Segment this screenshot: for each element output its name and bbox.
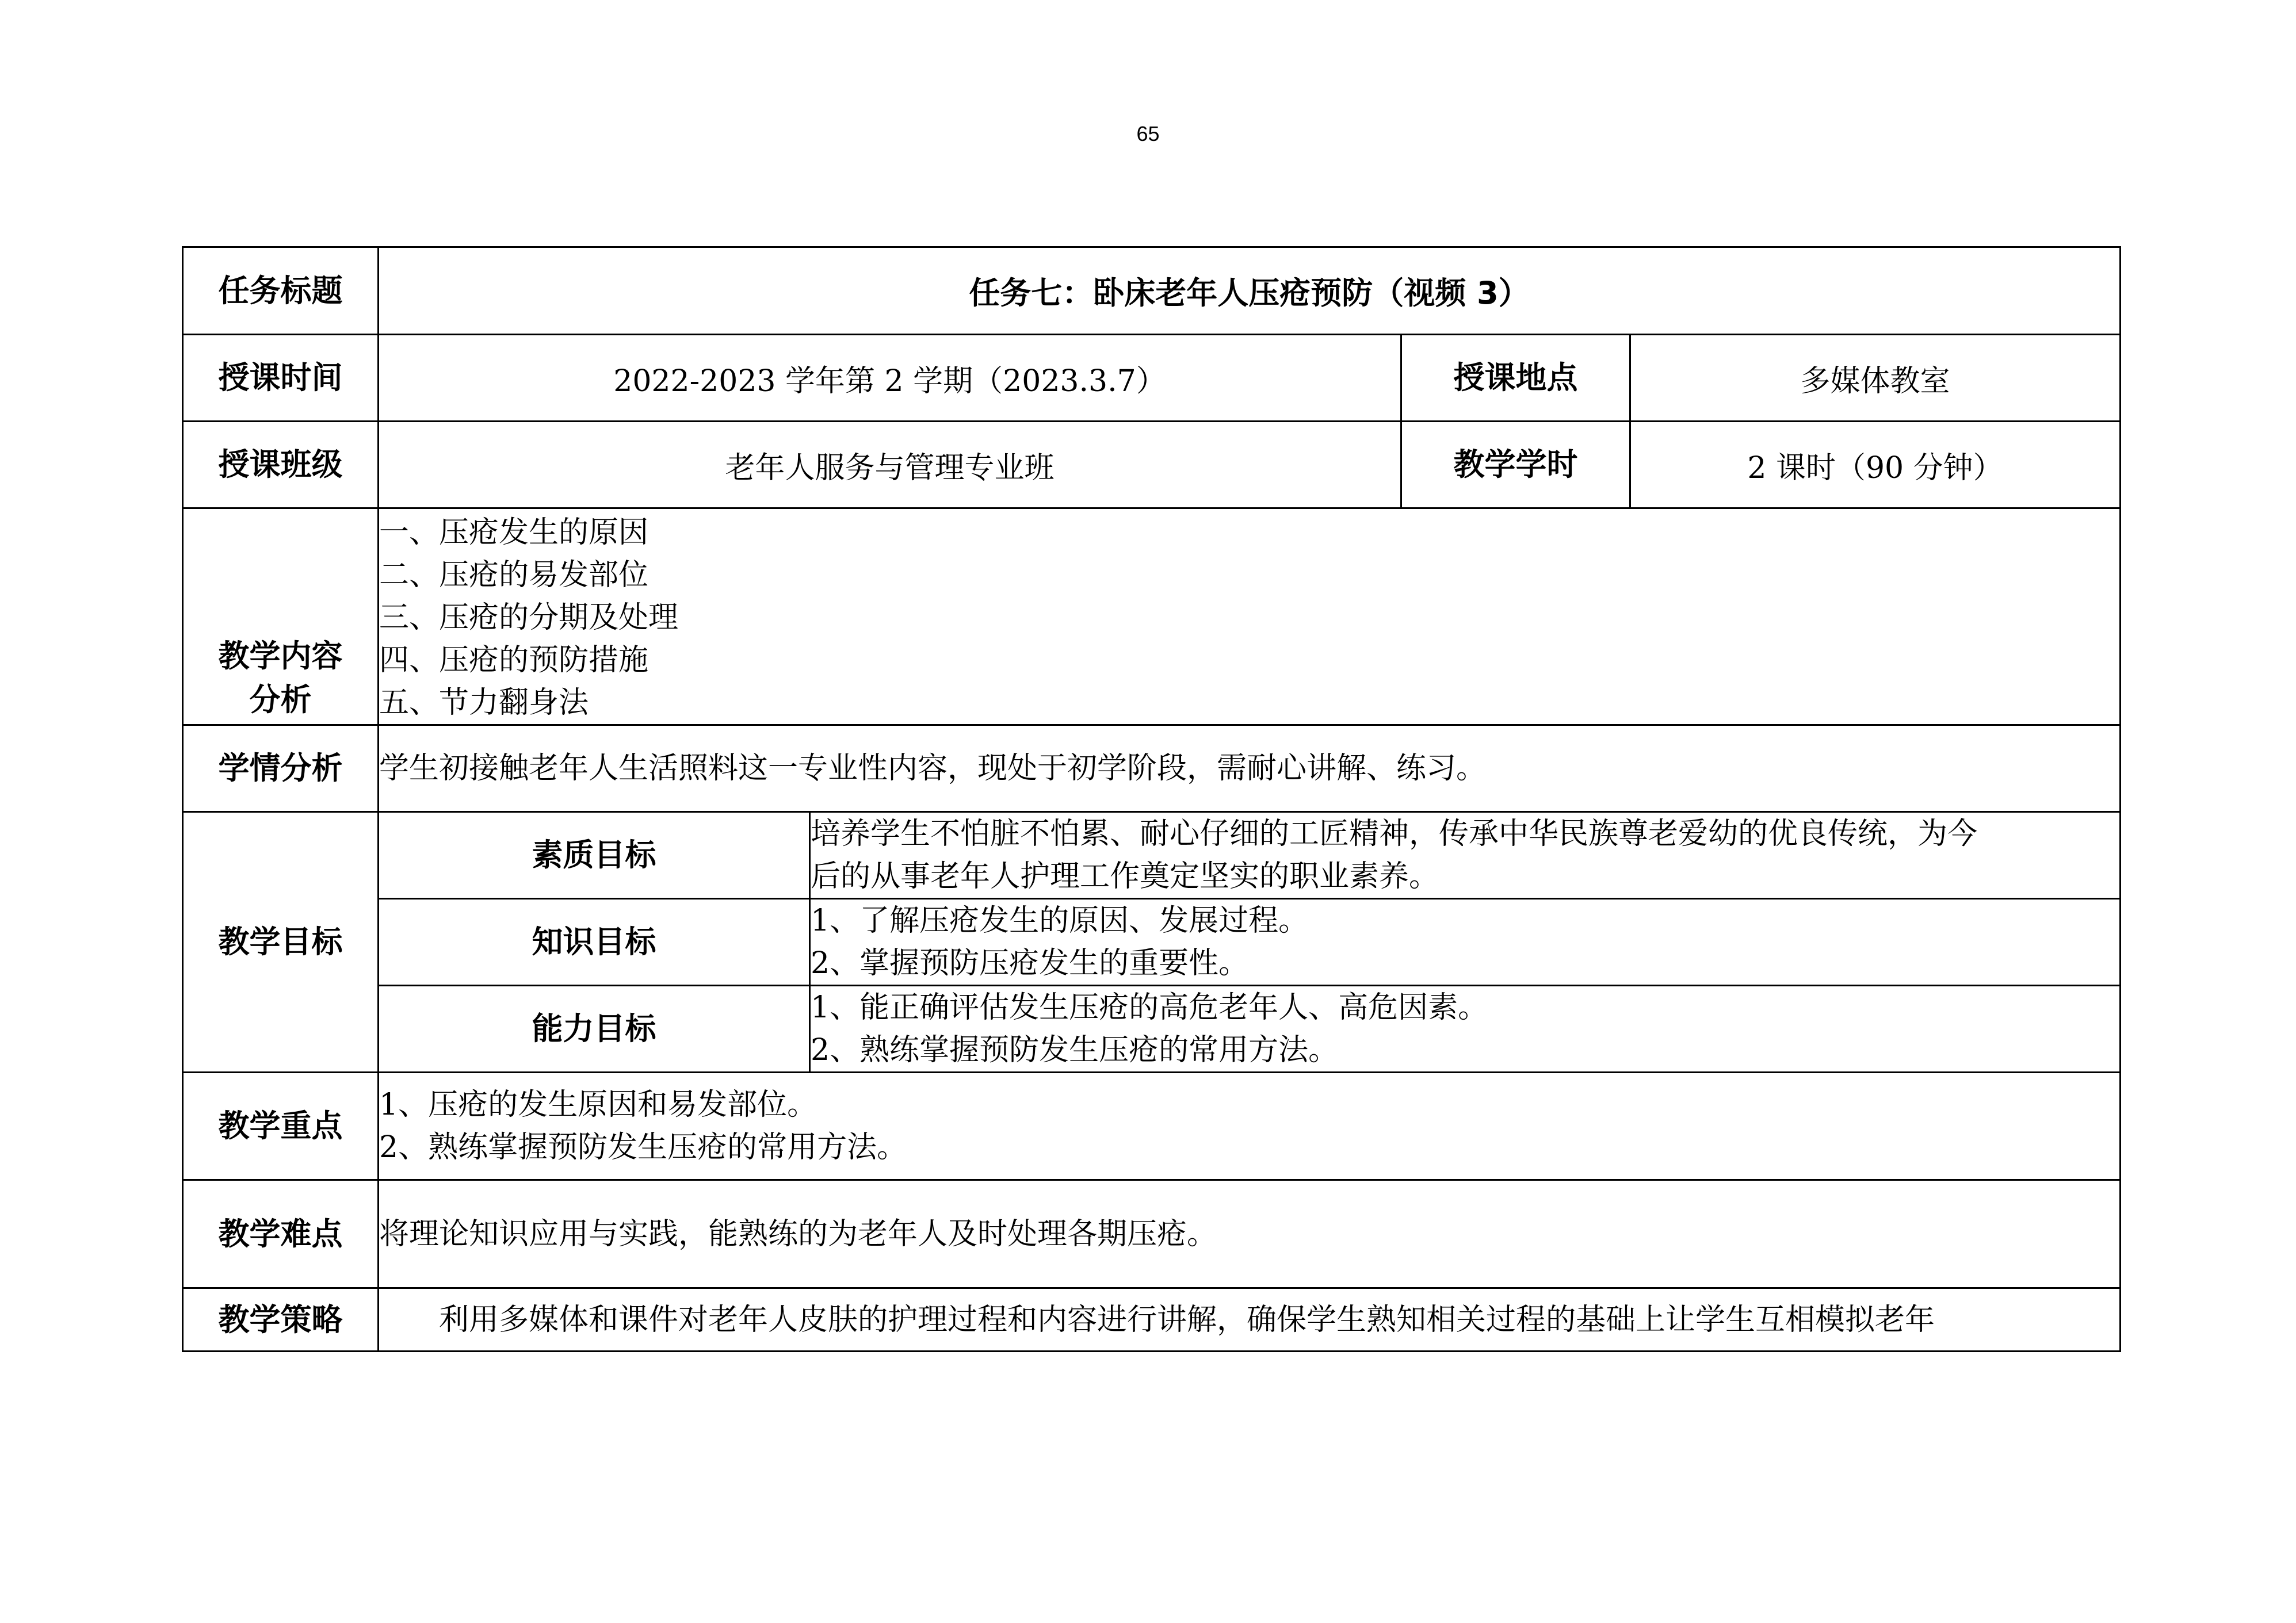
key-points-row [183,1073,2121,1180]
content-item: 二、压疮的易发部位 [379,558,649,592]
key-point-line: 1、压疮的发生原因和易发部位。 [379,1088,817,1122]
key-points-label: 教学重点 [183,1073,379,1180]
goal-quality-row [183,812,2121,899]
teaching-time-value: 2022-2023 学年第 2 学期（2023.3.7） [379,335,1401,422]
task-title-row [183,247,2121,335]
content-analysis-label-line2: 分析 [249,682,312,718]
difficulties-label: 教学难点 [183,1180,379,1288]
content-analysis-list [379,508,2121,725]
knowledge-goal-line: 1、了解压疮发生的原因、发展过程。 [811,904,1309,938]
knowledge-goal-line: 2、掌握预防压疮发生的重要性。 [811,946,1249,981]
lesson-plan-table [182,246,2121,1352]
task-title-label: 任务标题 [183,247,379,335]
difficulties-row [183,1180,2121,1288]
ability-goal-line: 2、熟练掌握预防发生压疮的常用方法。 [811,1033,1339,1067]
learner-analysis-label: 学情分析 [183,725,379,812]
hours-label: 教学学时 [1401,422,1630,508]
content-analysis-label-line1: 教学内容 [218,638,343,674]
page-number: 65 [1136,122,1160,146]
teaching-place-label: 授课地点 [1401,335,1630,422]
class-value: 老年人服务与管理专业班 [379,422,1401,508]
strategy-label: 教学策略 [183,1288,379,1352]
strategy-row [183,1288,2121,1352]
quality-goal-line: 培养学生不怕脏不怕累、耐心仔细的工匠精神，传承中华民族尊老爱幼的优良传统，为今 [811,817,1978,851]
quality-goal-label: 素质目标 [379,812,810,899]
teaching-goals-label: 教学目标 [183,812,379,1073]
task-title-value: 任务七：卧床老年人压疮预防（视频 3） [379,247,2121,335]
content-analysis-row [183,508,2121,725]
class-label: 授课班级 [183,422,379,508]
strategy-value: 利用多媒体和课件对老年人皮肤的护理过程和内容进行讲解，确保学生熟知相关过程的基础上让学生互相模拟老年 [379,1288,2121,1352]
key-points-text [379,1073,2121,1180]
content-item: 三、压疮的分期及处理 [379,600,679,635]
knowledge-goal-label: 知识目标 [379,899,810,986]
content-item: 一、压疮发生的原因 [379,515,649,550]
class-hours-row [183,422,2121,508]
quality-goal-line: 后的从事老年人护理工作奠定坚实的职业素养。 [811,859,1439,894]
hours-value: 2 课时（90 分钟） [1630,422,2121,508]
key-point-line: 2、熟练掌握预防发生压疮的常用方法。 [379,1130,907,1165]
learner-analysis-value: 学生初接触老年人生活照料这一专业性内容，现处于初学阶段，需耐心讲解、练习。 [379,725,2121,812]
teaching-place-value: 多媒体教室 [1630,335,2121,422]
time-place-row [183,335,2121,422]
ability-goal-line: 1、能正确评估发生压疮的高危老年人、高危因素。 [811,990,1488,1025]
knowledge-goal-text [810,899,2121,986]
content-item: 五、节力翻身法 [379,686,589,720]
learner-analysis-row [183,725,2121,812]
content-item: 四、压疮的预防措施 [379,643,649,677]
content-analysis-label [183,508,379,725]
ability-goal-label: 能力目标 [379,986,810,1073]
difficulties-value: 将理论知识应用与实践，能熟练的为老年人及时处理各期压疮。 [379,1180,2121,1288]
teaching-time-label: 授课时间 [183,335,379,422]
quality-goal-text [810,812,2121,899]
ability-goal-text [810,986,2121,1073]
goal-knowledge-row [183,899,2121,986]
goal-ability-row [183,986,2121,1073]
